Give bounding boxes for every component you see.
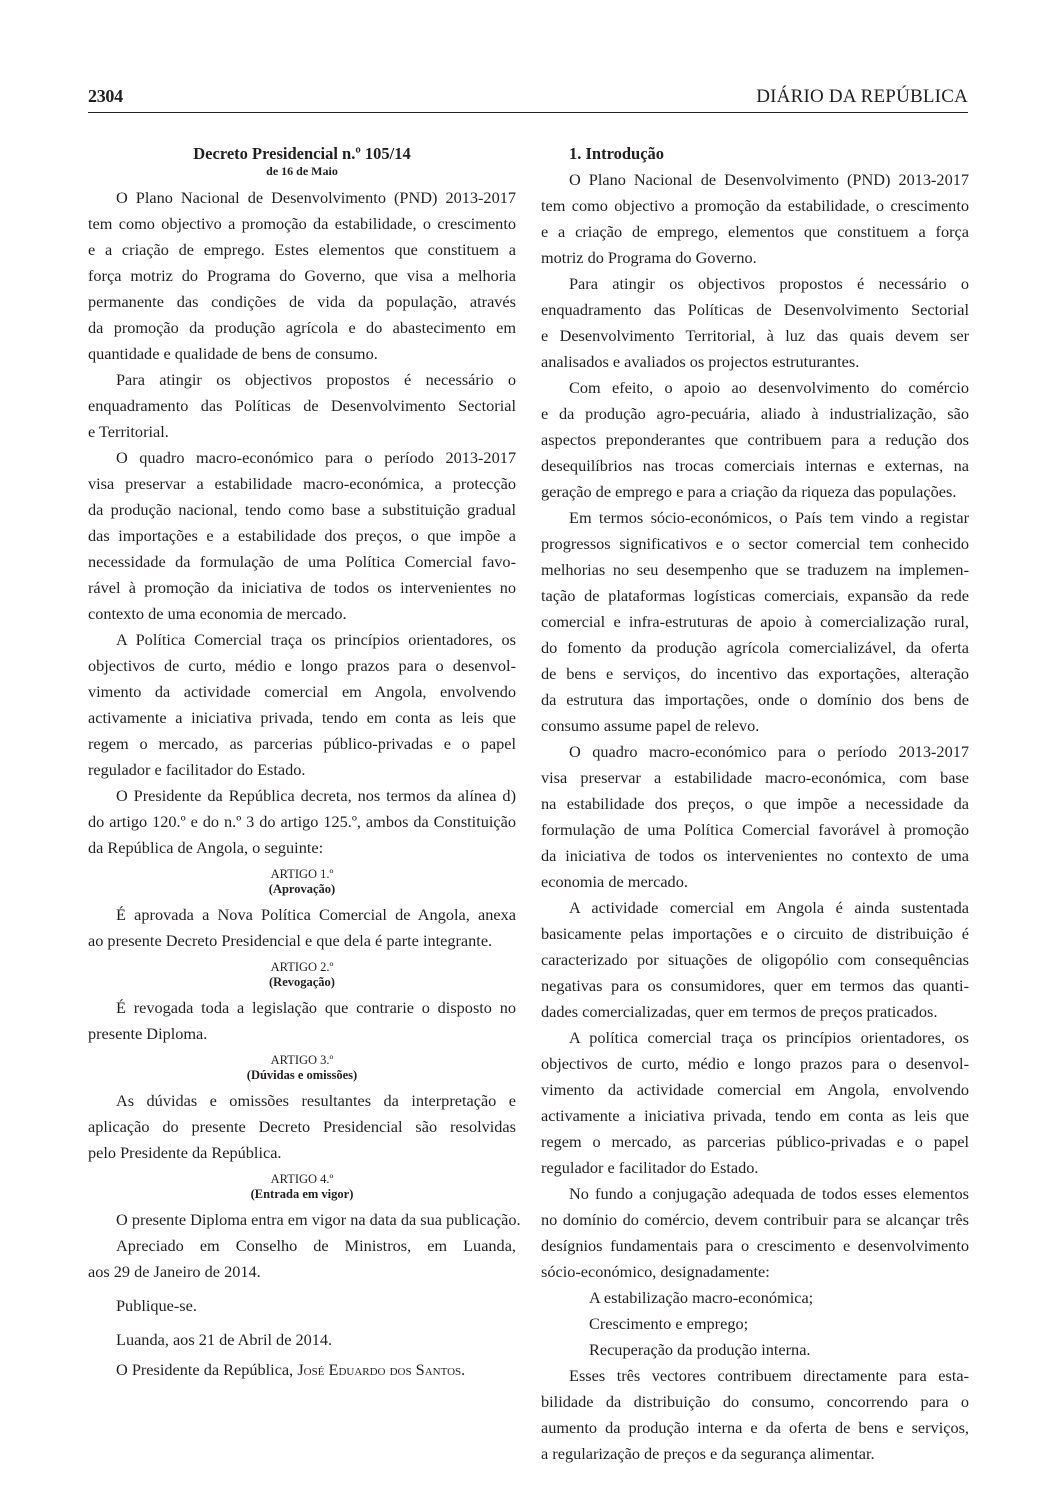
text-line: pelo Presidente da República. xyxy=(88,1143,282,1162)
text-line: desequilíbrios nas trocas comerciais internas e externas, na xyxy=(541,456,969,475)
text-line: contexto de uma economia de mercado. xyxy=(88,604,347,623)
text-line: Com efeito, o apoio ao desenvolvimento do comércio xyxy=(569,378,969,397)
text-line: ao presente Decreto Presidencial e que dela é parte integrante. xyxy=(88,931,493,950)
text-line: As dúvidas e omissões resultantes da interpretação e xyxy=(116,1091,516,1110)
list-item: A estabilização macro-económica; xyxy=(589,1288,814,1307)
text-line: tem como objectivo a promoção da estabilidade, o crescimento xyxy=(88,214,516,233)
introduction-body xyxy=(541,167,969,1285)
articles xyxy=(88,867,521,1233)
paragraph xyxy=(541,1025,969,1181)
article-heading: (Revogação) xyxy=(269,975,335,989)
text-line: basicamente pelas importações e o circuito de distribuição é xyxy=(541,924,969,943)
paragraph xyxy=(88,995,516,1047)
text-line: formulação de uma Política Comercial favorável à promoção xyxy=(541,820,969,839)
text-line: O Plano Nacional de Desenvolvimento (PND) 2013-2017 xyxy=(569,170,969,189)
list-item: Recuperação da produção interna. xyxy=(589,1340,811,1359)
text-line: progressos significativos e o sector comercial tem conhecido xyxy=(541,534,969,553)
text-line: O quadro macro-económico para o período 2013-2017 xyxy=(569,742,969,761)
text-line: tem como objectivo a promoção da estabilidade, o crescimento xyxy=(541,196,969,215)
text-line: força motriz do Programa do Governo, que visa a melhoria xyxy=(88,266,516,285)
article xyxy=(88,960,516,1047)
paragraph xyxy=(88,445,516,627)
text-line: das importações e a estabilidade dos preços, o que impõe a xyxy=(88,526,516,545)
text-line: motriz do Programa do Governo. xyxy=(541,248,757,267)
text-line: vimento da actividade comercial em Angola, envolvendo xyxy=(541,1080,969,1099)
text-line: necessidade da formulação de uma Política Comercial favo- xyxy=(88,552,516,571)
text-line: tação de plataformas logísticas comerciais, expansão da rede xyxy=(541,586,969,605)
paragraph xyxy=(541,375,969,505)
text-line: aos 29 de Janeiro de 2014. xyxy=(88,1262,261,1281)
paragraph xyxy=(88,902,516,954)
text-line: de bens e serviços, do incentivo das exportações, alteração xyxy=(541,664,969,683)
text-line: e Territorial. xyxy=(88,422,169,441)
paragraph xyxy=(88,783,516,861)
paragraph xyxy=(541,739,969,895)
text-line: objectivos de curto, médio e longo prazos para o desenvol- xyxy=(88,656,516,675)
text-line: sócio-económico, designadamente: xyxy=(541,1262,770,1281)
text-line: No fundo a conjugação adequada de todos esses elementos xyxy=(569,1184,969,1203)
text-line: Em termos sócio-económicos, o País tem vindo a registar xyxy=(569,508,969,527)
text-line: O quadro macro-económico para o período 2013-2017 xyxy=(116,448,516,467)
text-line: Para atingir os objectivos propostos é necessário o xyxy=(569,274,969,293)
text-line: da produção nacional, tendo como base a substituição gradual xyxy=(88,500,516,519)
text-line: activamente a iniciativa privada, tendo em conta as leis que xyxy=(88,708,516,727)
text-line: dades comercializadas, quer em termos de preços praticados. xyxy=(541,1002,938,1021)
text-line: rável à promoção da iniciativa de todos os intervenientes no xyxy=(88,578,516,597)
journal-title: DIÁRIO DA REPÚBLICA xyxy=(756,86,968,107)
article-label: ARTIGO 3.º xyxy=(270,1053,334,1067)
header-divider xyxy=(88,112,968,113)
text-line: A política comercial traça os princípios orientadores, os xyxy=(569,1028,969,1047)
text-line: e da produção agro-pecuária, aliado à industrialização, são xyxy=(541,404,969,423)
text-line: permanente das condições de vida da população, através xyxy=(88,292,516,311)
text-line: desígnios fundamentais para o crescimento e desenvolvimento xyxy=(541,1236,969,1255)
paragraph xyxy=(88,627,516,783)
publish-line: Publique-se. xyxy=(116,1296,197,1315)
text-line: A actividade comercial em Angola é ainda sustentada xyxy=(569,898,969,917)
text-line: objectivos de curto, médio e longo prazos para o desenvol- xyxy=(541,1054,969,1073)
text-line: Esses três vectores contribuem directamente para esta- xyxy=(569,1366,969,1385)
text-line: visa preservar a estabilidade macro-económica, com base xyxy=(541,768,969,787)
article-label: ARTIGO 2.º xyxy=(270,960,334,974)
article-heading: (Entrada em vigor) xyxy=(250,1187,354,1201)
text-line: a regularização de preços e da segurança alimentar. xyxy=(541,1444,875,1463)
signatory-name: José Eduardo dos Santos xyxy=(297,1360,462,1379)
text-line: do artigo 120.º e do n.º 3 do artigo 125.º, ambos da Constituição xyxy=(88,812,516,831)
text-line: da República de Angola, o seguinte: xyxy=(88,838,324,857)
text-line: negativas para os consumidores, quer em termos das quanti- xyxy=(541,976,969,995)
text-line: e a criação de emprego. Estes elementos que constituem a xyxy=(88,240,516,259)
signature-suffix: . xyxy=(461,1360,466,1379)
paragraph xyxy=(541,1363,969,1467)
article-label: ARTIGO 4.º xyxy=(270,1172,334,1186)
article-label: ARTIGO 1.º xyxy=(270,867,334,881)
text-line: É revogada toda a legislação que contrarie o disposto no xyxy=(116,998,516,1017)
decree-title: Decreto Presidencial n.º 105/14 xyxy=(193,144,411,163)
text-line: O presente Diploma entra em vigor na data da sua publicação. xyxy=(116,1210,521,1229)
section-title: 1. Introdução xyxy=(569,144,665,163)
text-line: O Plano Nacional de Desenvolvimento (PND) 2013-2017 xyxy=(116,188,516,207)
text-line: enquadramento das Políticas de Desenvolvimento Sectorial xyxy=(541,300,969,319)
text-line: geração de emprego e para a criação da riqueza das populações. xyxy=(541,482,957,501)
text-line: economia de mercado. xyxy=(541,872,688,891)
paragraph xyxy=(88,367,516,445)
signature xyxy=(88,1357,516,1383)
text-line: regulador e facilitador do Estado. xyxy=(88,760,306,779)
text-line: aumento da produção interna e da oferta de bens e serviços, xyxy=(541,1418,969,1437)
text-line: analisados e avaliados os projectos estruturantes. xyxy=(541,352,860,371)
paragraph xyxy=(541,505,969,739)
text-line: e Desenvolvimento Territorial, à luz das quais devem ser xyxy=(541,326,969,345)
text-line: caracterizado por situações de oligopólio com consequências xyxy=(541,950,969,969)
text-line: Para atingir os objectivos propostos é necessário o xyxy=(116,370,516,389)
text-line: visa preservar a estabilidade macro-económica, a protecção xyxy=(88,474,516,493)
paragraph xyxy=(541,1181,969,1285)
text-line: na estabilidade dos preços, o que impõe a necessidade da xyxy=(541,794,969,813)
text-line: Apreciado em Conselho de Ministros, em Luanda, xyxy=(116,1236,516,1255)
signature-prefix: O Presidente da República, xyxy=(116,1360,298,1379)
right-column xyxy=(541,145,969,1467)
article xyxy=(88,867,516,954)
closing-paragraph xyxy=(541,1363,969,1467)
text-line: A Política Comercial traça os princípios orientadores, os xyxy=(116,630,516,649)
objectives-list xyxy=(541,1285,969,1363)
text-line: comercial e infra-estruturas de apoio à comercialização rural, xyxy=(541,612,969,631)
text-line: da promoção da produção agrícola e do abastecimento em xyxy=(88,318,516,337)
text-line: aplicação do presente Decreto Presidencial são resolvidas xyxy=(88,1117,516,1136)
text-line: regem o mercado, as parcerias público-privadas e o papel xyxy=(541,1132,969,1151)
left-column xyxy=(88,144,521,1383)
article xyxy=(88,1053,516,1166)
approval-paragraph xyxy=(88,1233,516,1285)
page-header xyxy=(88,86,968,112)
text-line: melhorias no seu desempenho que se traduzem na implemen- xyxy=(541,560,969,579)
paragraph xyxy=(88,185,516,367)
paragraph xyxy=(88,1207,521,1233)
paragraph xyxy=(541,167,969,271)
page-number: 2304 xyxy=(88,86,123,106)
article-heading: (Dúvidas e omissões) xyxy=(246,1068,358,1082)
text-line: activamente a iniciativa privada, tendo em conta as leis que xyxy=(541,1106,969,1125)
text-line: e a criação de emprego, elementos que constituem a força xyxy=(541,222,969,241)
text-line: aspectos preponderantes que contribuem para a redução dos xyxy=(541,430,969,449)
text-line: no domínio do comércio, devem contribuir para se alcançar três xyxy=(541,1210,969,1229)
text-line: do fomento da produção agrícola comercializável, da oferta xyxy=(541,638,969,657)
text-line: consumo assume papel de relevo. xyxy=(541,716,760,735)
text-line: vimento da actividade comercial em Angola, envolvendo xyxy=(88,682,516,701)
paragraph xyxy=(88,1088,516,1166)
paragraph xyxy=(541,271,969,375)
text-line: presente Diploma. xyxy=(88,1024,208,1043)
text-line: regulador e facilitador do Estado. xyxy=(541,1158,759,1177)
place-date: Luanda, aos 21 de Abril de 2014. xyxy=(116,1330,333,1349)
text-line: bilidade da distribuição do consumo, concorrendo para o xyxy=(541,1392,969,1411)
list-item: Crescimento e emprego; xyxy=(589,1314,749,1333)
article xyxy=(88,1172,521,1233)
text-line: da estrutura das importações, onde o domínio dos bens de xyxy=(541,690,969,709)
text-line: enquadramento das Políticas de Desenvolvimento Sectorial xyxy=(88,396,516,415)
text-line: da iniciativa de todos os intervenientes no contexto de uma xyxy=(541,846,969,865)
text-line: O Presidente da República decreta, nos termos da alínea d) xyxy=(116,786,516,805)
text-line: regem o mercado, as parcerias público-privadas e o papel xyxy=(88,734,516,753)
text-line: quantidade e qualidade de bens de consumo. xyxy=(88,344,378,363)
article-heading: (Aprovação) xyxy=(268,882,336,896)
decree-date: de 16 de Maio xyxy=(266,164,338,178)
text-line: É aprovada a Nova Política Comercial de Angola, anexa xyxy=(116,905,516,924)
preamble xyxy=(88,185,516,861)
paragraph xyxy=(541,895,969,1025)
